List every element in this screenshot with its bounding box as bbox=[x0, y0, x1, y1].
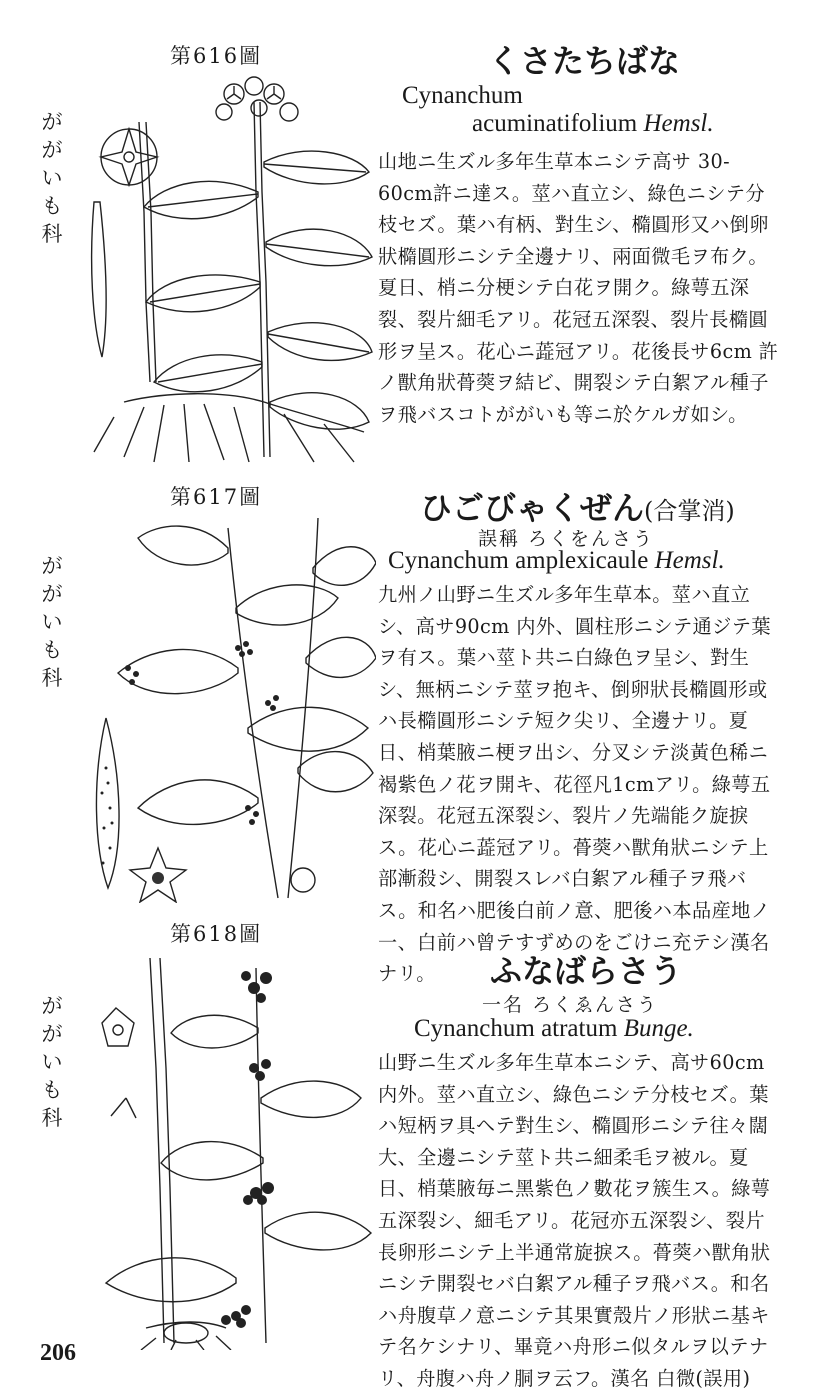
japanese-name-617 bbox=[420, 483, 735, 529]
authority-617: Hemsl. bbox=[654, 547, 725, 574]
authority-616: Hemsl. bbox=[643, 110, 714, 137]
scientific-name-616-species bbox=[472, 110, 714, 138]
japanese-name-618: ふなばらさう bbox=[490, 952, 683, 990]
family-label-617: ががいも科 bbox=[41, 554, 63, 690]
description-616: 山地ニ生ズル多年生草本ニシテ高サ 30-60cm許ニ達ス。莖ハ直立シ、綠色ニシテ分枝セズ。葉ハ有柄、對生シ、橢圓形又ハ倒卵狀橢圓形ニシテ全邊ナリ、兩面微毛ヲ布ク。夏日、梢ニ分梗シテ白花ヲ開ク。綠萼五深裂、裂片細毛アリ。花冠五深裂、裂片長橢圓形ヲ呈ス。花心ニ蕋冠アリ。花後長サ6cm 許ノ獸角狀蓇葖ヲ結ビ、開裂シテ白絮アル種子ヲ飛バスコトががいも等ニ於ケルガ如シ。 bbox=[378, 150, 779, 426]
scientific-name-617 bbox=[388, 547, 725, 575]
page-number: 206 bbox=[40, 1340, 76, 1366]
plant-illustration-618 bbox=[86, 948, 378, 1350]
figure-label-616: 第616圖 bbox=[170, 44, 263, 68]
family-label-618: ががいも科 bbox=[41, 994, 63, 1130]
scientific-name-618 bbox=[414, 1015, 694, 1043]
scientific-name-616-epithet: acuminatifolium bbox=[472, 110, 638, 137]
plant-illustration-617 bbox=[88, 508, 376, 903]
scientific-name-616-genus: Cynanchum bbox=[402, 82, 523, 109]
japanese-name-616: くさたちばな bbox=[488, 42, 681, 80]
authority-618: Bunge. bbox=[623, 1015, 694, 1042]
description-618: 山野ニ生ズル多年生草本ニシテ、高サ60cm内外。莖ハ直立シ、綠色ニシテ分枝セズ。葉ハ短柄ヲ具ヘテ對生シ、橢圓形ニシテ往々闊大、全邊ニシテ莖ト共ニ細柔毛ヲ被ル。夏日、梢葉腋毎ニ黑紫色ノ數花ヲ簇生ス。綠萼五深裂シ、細毛アリ。花冠亦五深裂シ、裂片長卵形ニシテ上半通常旋捩ス。蓇葖ハ獸角狀ニシテ開裂セバ白絮アル種子ヲ飛バス。和名ハ舟腹草ノ意ニシテ其果實殼片ノ形狀ニ基キテ名ケシナリ、畢竟ハ舟形ニ似タルヲ以テナリ、舟腹ハ舟ノ胴ヲ云フ。漢名 白微(誤用) bbox=[378, 1051, 771, 1390]
chinese-name-617: (合掌消) bbox=[644, 497, 735, 525]
alt-name-618: 一名 ろくゑんさう bbox=[482, 994, 659, 1016]
family-label-616: ががいも科 bbox=[41, 110, 63, 246]
description-617: 九州ノ山野ニ生ズル多年生草本。莖ハ直立シ、高サ90cm 内外、圓柱形ニシテ通ジテ葉ヲ有ス。葉ハ莖ト共ニ白綠色ヲ呈シ、對生シ、無柄ニシテ莖ヲ抱キ、倒卵狀長橢圓形或ハ長橢圓形ニシテ短ク尖リ、全邊ナリ。夏日、梢葉腋ニ梗ヲ出シ、分叉シテ淡黃色稀ニ褐紫色ノ花ヲ開キ、花徑凡1cmアリ。綠萼五深裂。花冠五深裂シ、裂片ノ先端能ク旋捩ス。花心ニ蕋冠アリ。蓇葖ハ獸角狀ニシテ上部漸殺シ、開裂スレバ白絮アル種子ヲ飛バス。和名ハ肥後白前ノ意、肥後ハ本品産地ノ一、白前ハ曾テすずめのをごけニ充テシ漢名ナリ。 bbox=[378, 583, 771, 986]
scientific-name-618-binomial: Cynanchum atratum bbox=[414, 1015, 618, 1042]
japanese-name-617-text: ひごびゃくぜん bbox=[420, 489, 645, 527]
scientific-name-617-binomial: Cynanchum amplexicaule bbox=[388, 547, 649, 574]
plant-illustration-616 bbox=[84, 72, 374, 467]
figure-label-618: 第618圖 bbox=[170, 922, 263, 946]
alt-name-617: 誤稱 ろくをんさう bbox=[478, 528, 655, 550]
figure-label-617: 第617圖 bbox=[170, 485, 263, 509]
